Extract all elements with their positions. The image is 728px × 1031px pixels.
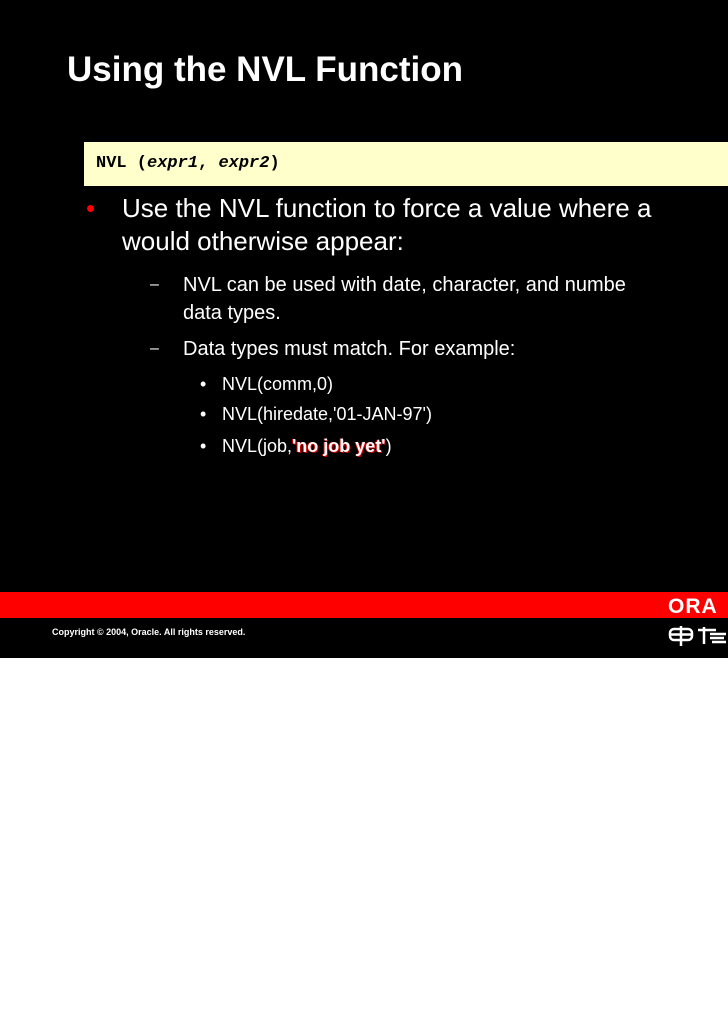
example-marker: • (200, 374, 207, 394)
syntax-arg1: expr1 (147, 154, 199, 173)
footer-red-band (0, 592, 728, 618)
sub-item-text (183, 271, 626, 327)
example-text (222, 433, 392, 459)
copyright-text: Copyright © 2004, Oracle. All rights reserved. (52, 627, 246, 637)
sub-item-marker: – (150, 340, 159, 357)
syntax-prefix: NVL ( (96, 154, 148, 173)
string-literal: 'no job yet' (292, 436, 386, 456)
example-text: NVL(comm,0) (222, 374, 334, 394)
oracle-logo-text: ORA (668, 595, 718, 618)
oracle-logo-mark-icon (668, 624, 728, 648)
syntax-box (84, 142, 728, 186)
bullet-line-2: would otherwise appear: (122, 226, 404, 256)
sub-item-text (183, 335, 515, 363)
example-text: NVL(hiredate,'01-JAN-97') (222, 404, 432, 424)
example-prefix: NVL(job, (222, 436, 293, 456)
syntax-suffix: ) (269, 154, 280, 173)
sub-item-marker: – (150, 276, 159, 293)
bullet-marker: • (86, 193, 96, 223)
example-suffix: ) (385, 436, 392, 456)
bullet-line-1: Use the NVL function to force a value where a (122, 193, 652, 223)
sub-item-line-2: data types. (183, 302, 281, 324)
syntax-arg2: expr2 (218, 154, 270, 173)
example-marker: • (200, 436, 207, 456)
slide-title: Using the NVL Function (67, 50, 464, 89)
sub-item-line-1: NVL can be used with date, character, and numbe (183, 274, 626, 296)
bullet-text (122, 192, 651, 258)
example-marker: • (200, 404, 207, 424)
sub-item-line-1: Data types must match. For example: (183, 338, 516, 360)
syntax-separator: , (198, 154, 219, 173)
